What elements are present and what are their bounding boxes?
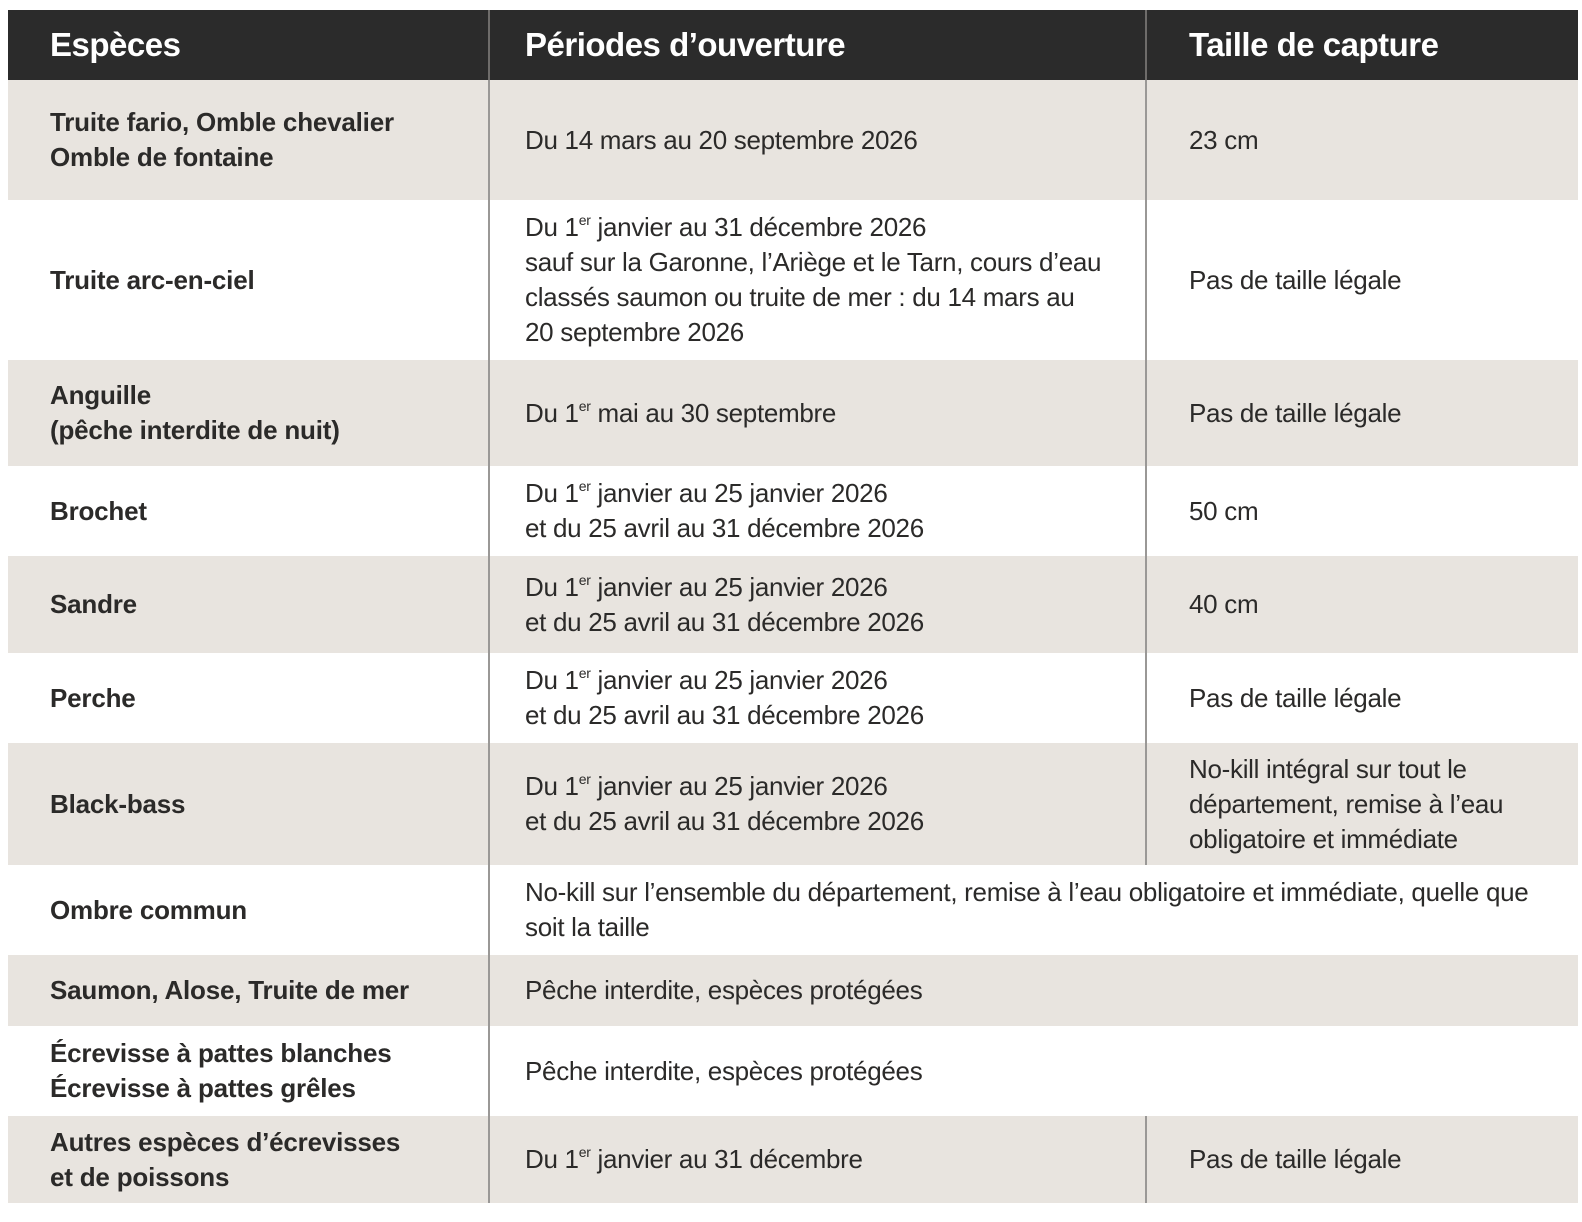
merged-cell [488, 865, 1578, 955]
period-line [525, 1142, 1130, 1177]
period-prefix: Du 1 [525, 1144, 579, 1174]
period-line: et du 25 avril au 31 décembre 2026 [525, 513, 924, 543]
table-row [8, 955, 1578, 1026]
table-row [8, 556, 1578, 653]
merged-text: Pêche interdite, espèces protégées [525, 1055, 923, 1086]
size-cell [1145, 653, 1578, 743]
header-species-label: Espèces [50, 26, 181, 63]
table-header [8, 10, 1578, 80]
species-name: Ombre commun [50, 894, 247, 925]
size-cell [1145, 1116, 1578, 1203]
header-size-label: Taille de capture [1189, 26, 1439, 63]
species-name: Autres espèces d’écrevisses [50, 1126, 401, 1157]
species-cell [8, 1026, 487, 1116]
period-suffix: janvier au 31 décembre 2026 [590, 212, 927, 242]
period-line [525, 769, 1130, 804]
period-line: Du 14 mars au 20 septembre 2026 [525, 124, 918, 155]
species-cell [8, 360, 487, 466]
species-name: (pêche interdite de nuit) [50, 415, 340, 445]
table-row [8, 200, 1578, 360]
table-row [8, 1026, 1578, 1116]
size-value: obligatoire et immédiate [1189, 823, 1458, 854]
period-prefix: Du 1 [525, 665, 579, 695]
header-periods [488, 10, 1144, 80]
period-cell [488, 360, 1144, 466]
period-suffix: janvier au 25 janvier 2026 [590, 478, 888, 508]
size-value: département, remise à l’eau [1189, 788, 1504, 819]
ordinal-superscript: er [578, 1144, 591, 1160]
size-cell [1145, 200, 1578, 360]
merged-cell [488, 955, 1578, 1026]
period-line [525, 570, 1130, 605]
ordinal-superscript: er [578, 665, 591, 681]
size-value: Pas de taille légale [1189, 682, 1402, 713]
period-line: classés saumon ou truite de mer : du 14 mars au [525, 282, 1075, 312]
period-cell [488, 200, 1144, 360]
period-line: 20 septembre 2026 [525, 317, 744, 347]
species-cell [8, 80, 487, 200]
size-cell [1145, 556, 1578, 653]
species-cell [8, 466, 487, 556]
species-name: Omble de fontaine [50, 142, 274, 172]
period-line: et du 25 avril au 31 décembre 2026 [525, 806, 924, 836]
period-cell [488, 556, 1144, 653]
period-suffix: mai au 30 septembre [590, 397, 837, 428]
period-cell [488, 1116, 1144, 1203]
period-cell [488, 466, 1144, 556]
ordinal-superscript: er [578, 397, 591, 414]
size-value: Pas de taille légale [1189, 397, 1402, 428]
species-name: Brochet [50, 495, 147, 526]
period-line [525, 476, 1130, 511]
period-line [525, 663, 1130, 698]
period-prefix: Du 1 [525, 397, 579, 428]
ordinal-superscript: er [578, 212, 591, 228]
ordinal-superscript: er [578, 771, 591, 787]
table-row [8, 360, 1578, 466]
species-name: Sandre [50, 589, 137, 619]
period-line [525, 210, 1130, 245]
header-size [1145, 10, 1578, 80]
period-suffix: janvier au 25 janvier 2026 [590, 665, 888, 695]
species-cell [8, 743, 487, 865]
period-cell [488, 80, 1144, 200]
table-row [8, 865, 1578, 955]
species-cell [8, 653, 487, 743]
period-suffix: janvier au 31 décembre [590, 1144, 863, 1174]
period-cell [488, 653, 1144, 743]
table-row [8, 80, 1578, 200]
species-name: Perche [50, 682, 136, 713]
species-name: Écrevisse à pattes grêles [50, 1073, 356, 1103]
period-suffix: janvier au 25 janvier 2026 [590, 771, 888, 801]
ordinal-superscript: er [578, 571, 591, 588]
size-value: 40 cm [1189, 589, 1259, 619]
species-name: Saumon, Alose, Truite de mer [50, 975, 409, 1005]
period-prefix: Du 1 [525, 212, 579, 242]
period-prefix: Du 1 [525, 478, 579, 508]
period-cell [488, 743, 1144, 865]
merged-text: Pêche interdite, espèces protégées [525, 975, 923, 1005]
species-name: Truite arc-en-ciel [50, 264, 255, 295]
size-value: 50 cm [1189, 495, 1259, 526]
species-name: Truite fario, Omble chevalier [50, 107, 394, 137]
header-periods-label: Périodes d’ouverture [525, 26, 846, 63]
size-cell [1145, 743, 1578, 865]
species-name: Écrevisse à pattes blanches [50, 1038, 392, 1068]
period-line: et du 25 avril au 31 décembre 2026 [525, 700, 924, 730]
species-name: et de poissons [50, 1161, 230, 1192]
species-cell [8, 556, 487, 653]
size-cell [1145, 466, 1578, 556]
species-cell [8, 200, 487, 360]
species-name: Anguille [50, 380, 151, 410]
period-suffix: janvier au 25 janvier 2026 [590, 571, 888, 602]
size-value: No-kill intégral sur tout le [1189, 753, 1467, 784]
period-prefix: Du 1 [525, 571, 579, 602]
size-value: Pas de taille légale [1189, 264, 1402, 295]
species-cell [8, 955, 487, 1026]
merged-cell [488, 1026, 1578, 1116]
period-prefix: Du 1 [525, 771, 579, 801]
species-cell [8, 1116, 487, 1203]
size-value: 23 cm [1189, 124, 1259, 155]
ordinal-superscript: er [578, 478, 591, 494]
species-name: Black-bass [50, 788, 186, 819]
header-species [8, 10, 487, 80]
merged-text: No-kill sur l’ensemble du département, remise à l’eau obligatoire et immédiate, quelle que soit la taille [525, 877, 1529, 942]
size-cell [1145, 80, 1578, 200]
size-value: Pas de taille légale [1189, 1144, 1402, 1174]
period-line: et du 25 avril au 31 décembre 2026 [525, 606, 924, 637]
table-row [8, 743, 1578, 865]
period-line: sauf sur la Garonne, l’Ariège et le Tarn, cours d’eau [525, 247, 1102, 277]
table-row [8, 1116, 1578, 1203]
period-line [525, 396, 1130, 431]
table-row [8, 466, 1578, 556]
species-cell [8, 865, 487, 955]
table-row [8, 653, 1578, 743]
size-cell [1145, 360, 1578, 466]
